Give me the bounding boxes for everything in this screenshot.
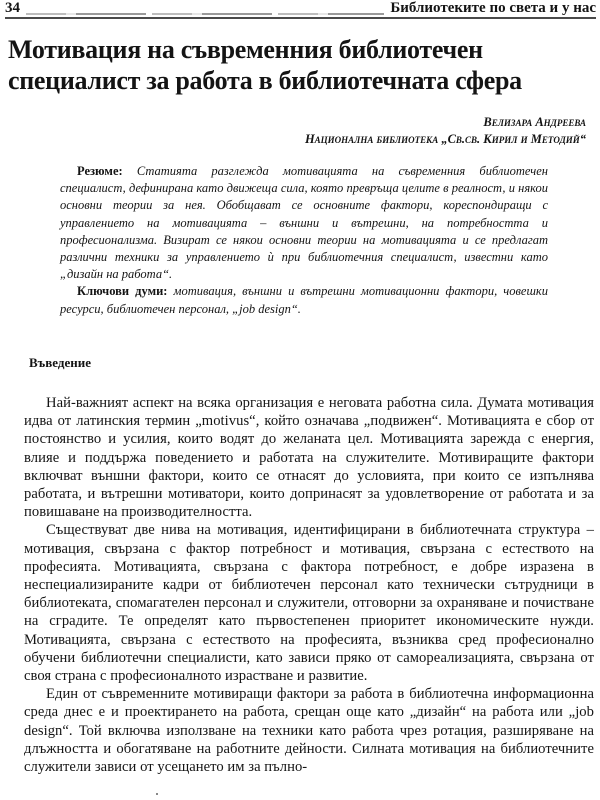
journal-section-title: Библиотеките по света и у нас xyxy=(390,0,596,16)
abstract-label: Резюме: xyxy=(77,164,123,178)
abstract xyxy=(60,163,548,283)
keywords-label: Ключови думи: xyxy=(77,284,168,299)
header-rule xyxy=(26,13,384,15)
author-affiliation: Национална библиотека „Св.св. Кирил и Методий“ xyxy=(304,132,586,146)
article-title: Мотивация на съвременния библиотечен специалист за работа в библиотечната сфера xyxy=(8,35,522,95)
running-header xyxy=(5,0,596,19)
page-number: 34 xyxy=(5,0,20,16)
keywords-text: мотивация, външни и вътрешни мотивационни фактори, човешки ресурси, библиотечен персонал, „job design“. xyxy=(60,284,548,316)
paragraph: Съществуват две нива на мотивация, идентифицирани в библиотечната структура – мотивация, свързана с фактор потребност и мотивация, свързана с естеството на професията. Мотивацията, свързана с фактора потребност, е добре изразена в неспециализираните кадри от библиотечен персонал като технически сътрудници в библиотеката, спомагателен персонал и служители, отговорни за охраняване и почистване на сградите. Те определят като първостепенен приоритет икономическите нужди. Мотивацията, свързана с естеството на професията, възниква сред професионално обучени библиотечни специалисти, като зависи пряко от самореализацията, свързана от своя страна с професионалното израстване и развитие. xyxy=(24,522,594,685)
abstract-block xyxy=(60,163,548,318)
byline xyxy=(305,114,586,148)
keywords xyxy=(60,283,548,317)
author-name: Велизара Андреева xyxy=(483,115,586,129)
body-text xyxy=(24,394,594,776)
section-heading-introduction: Въведение xyxy=(29,355,91,370)
paragraph: Най-важният аспект на всяка организация е неговата работна сила. Думата мотивация идва от латинския термин „motivus“, който означава „подвижен“. Мотивацията е сбор от постоянство и усилия, които водят до желаната цел. Мотивацията зарежда с енергия, влияе и поддържа поведението и работата на служителите. Мотивиращите фактори включват външни фактори, които се отнасят до условията, при които се изпълнява работата, и вътрешни мотиватори, които допринасят за удовлетворение от работата и за повишаване на производителността. xyxy=(24,395,594,521)
scan-speck xyxy=(156,793,158,795)
paragraph: Един от съвременните мотивиращи фактори за работа в библиотечна информационна среда днес е и проектирането на работа, срещан още като „дизайн“ на работа или „job design“. Той включва използване на техники като работа чрез ротация, разширяване на длъжността и обогатяване на работните дейности. Силната мотивация на библиотечните служители зависи от усещането им за пълно- xyxy=(24,686,594,776)
abstract-text: Статията разглежда мотивацията на съвременния библиотечен специалист, дефинирана като движеща сила, която превръща целите в реалност, и някои основни теории за нея. Обобщават се основните фактори, кореспондиращи с управлението на мотивацията – външни и вътрешни, на потребността и професионализма. Визират се някои основни теории на мотивацията и се предлагат различни техники за управлението ѝ при библиотечния специалист, известни като „дизайн на работа“. xyxy=(60,164,548,282)
